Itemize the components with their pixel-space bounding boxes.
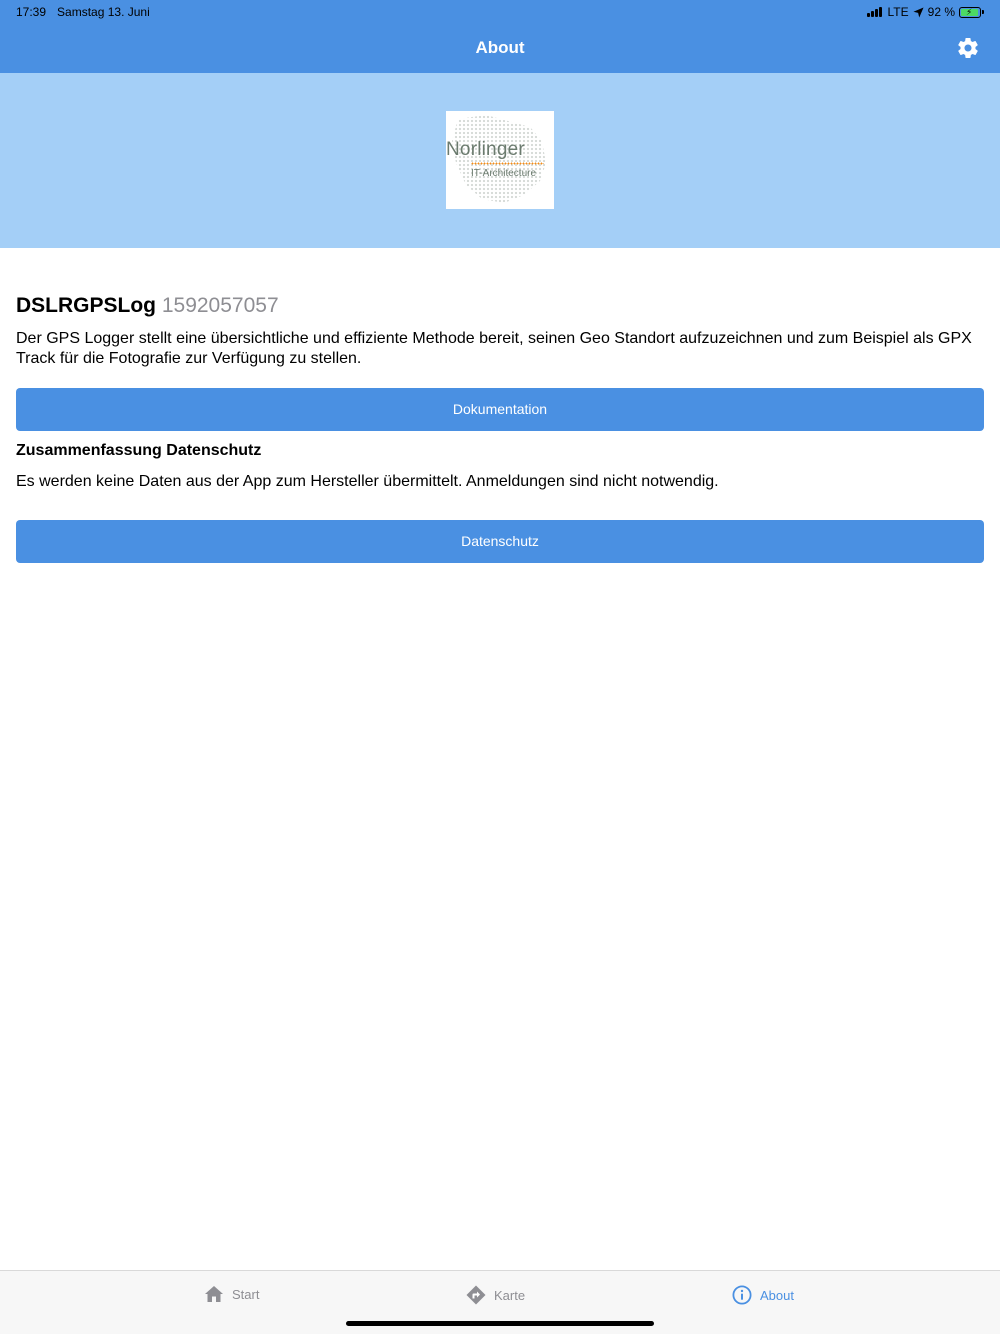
app-description: Der GPS Logger stellt eine übersichtliche und effiziente Methode bereit, seinen Geo Standort aufzuzeichnen und zum Beispiel als GPX Track für die Fotografie zur Verfügung zu stellen.: [16, 330, 972, 367]
page-title: About: [475, 38, 525, 57]
home-indicator[interactable]: [346, 1321, 654, 1326]
home-icon: [204, 1285, 224, 1303]
network-label: LTE: [887, 5, 909, 19]
privacy-button[interactable]: Datenschutz: [16, 520, 984, 563]
logo-dotted-line: [471, 162, 544, 165]
battery-percent: 92 %: [927, 5, 955, 19]
battery-charging-icon: ⚡: [959, 7, 984, 18]
logo-title: Norlinger: [446, 139, 525, 160]
app-name: DSLRGPSLog: [16, 294, 156, 317]
documentation-button[interactable]: Dokumentation: [16, 388, 984, 431]
tab-about[interactable]: [732, 1285, 794, 1305]
info-icon: [732, 1285, 752, 1305]
nav-header: [0, 0, 1000, 73]
about-content: [16, 293, 984, 369]
status-date: Samstag 13. Juni: [57, 5, 150, 19]
app-version: 1592057057: [161, 294, 279, 317]
privacy-summary-text: Es werden keine Daten aus der App zum Hersteller übermittelt. Anmeldungen sind nicht notwendig.: [16, 473, 719, 490]
location-arrow-icon: [913, 7, 924, 18]
privacy-summary-title: Zusammenfassung Datenschutz: [16, 442, 262, 459]
gear-icon[interactable]: [956, 36, 980, 60]
directions-icon: [466, 1285, 486, 1305]
app-heading: [16, 293, 984, 319]
tab-start[interactable]: [204, 1285, 259, 1303]
logo-banner: [0, 73, 1000, 248]
signal-icon: [867, 7, 882, 17]
status-time: 17:39: [16, 5, 47, 19]
tab-karte-label: Karte: [494, 1287, 526, 1303]
tab-karte[interactable]: [466, 1285, 525, 1305]
logo-subtitle: IT-Architecture: [471, 168, 537, 179]
company-logo: [446, 111, 554, 209]
tab-about-label: About: [760, 1287, 794, 1303]
tab-start-label: Start: [232, 1286, 260, 1302]
status-bar: [0, 0, 1000, 24]
